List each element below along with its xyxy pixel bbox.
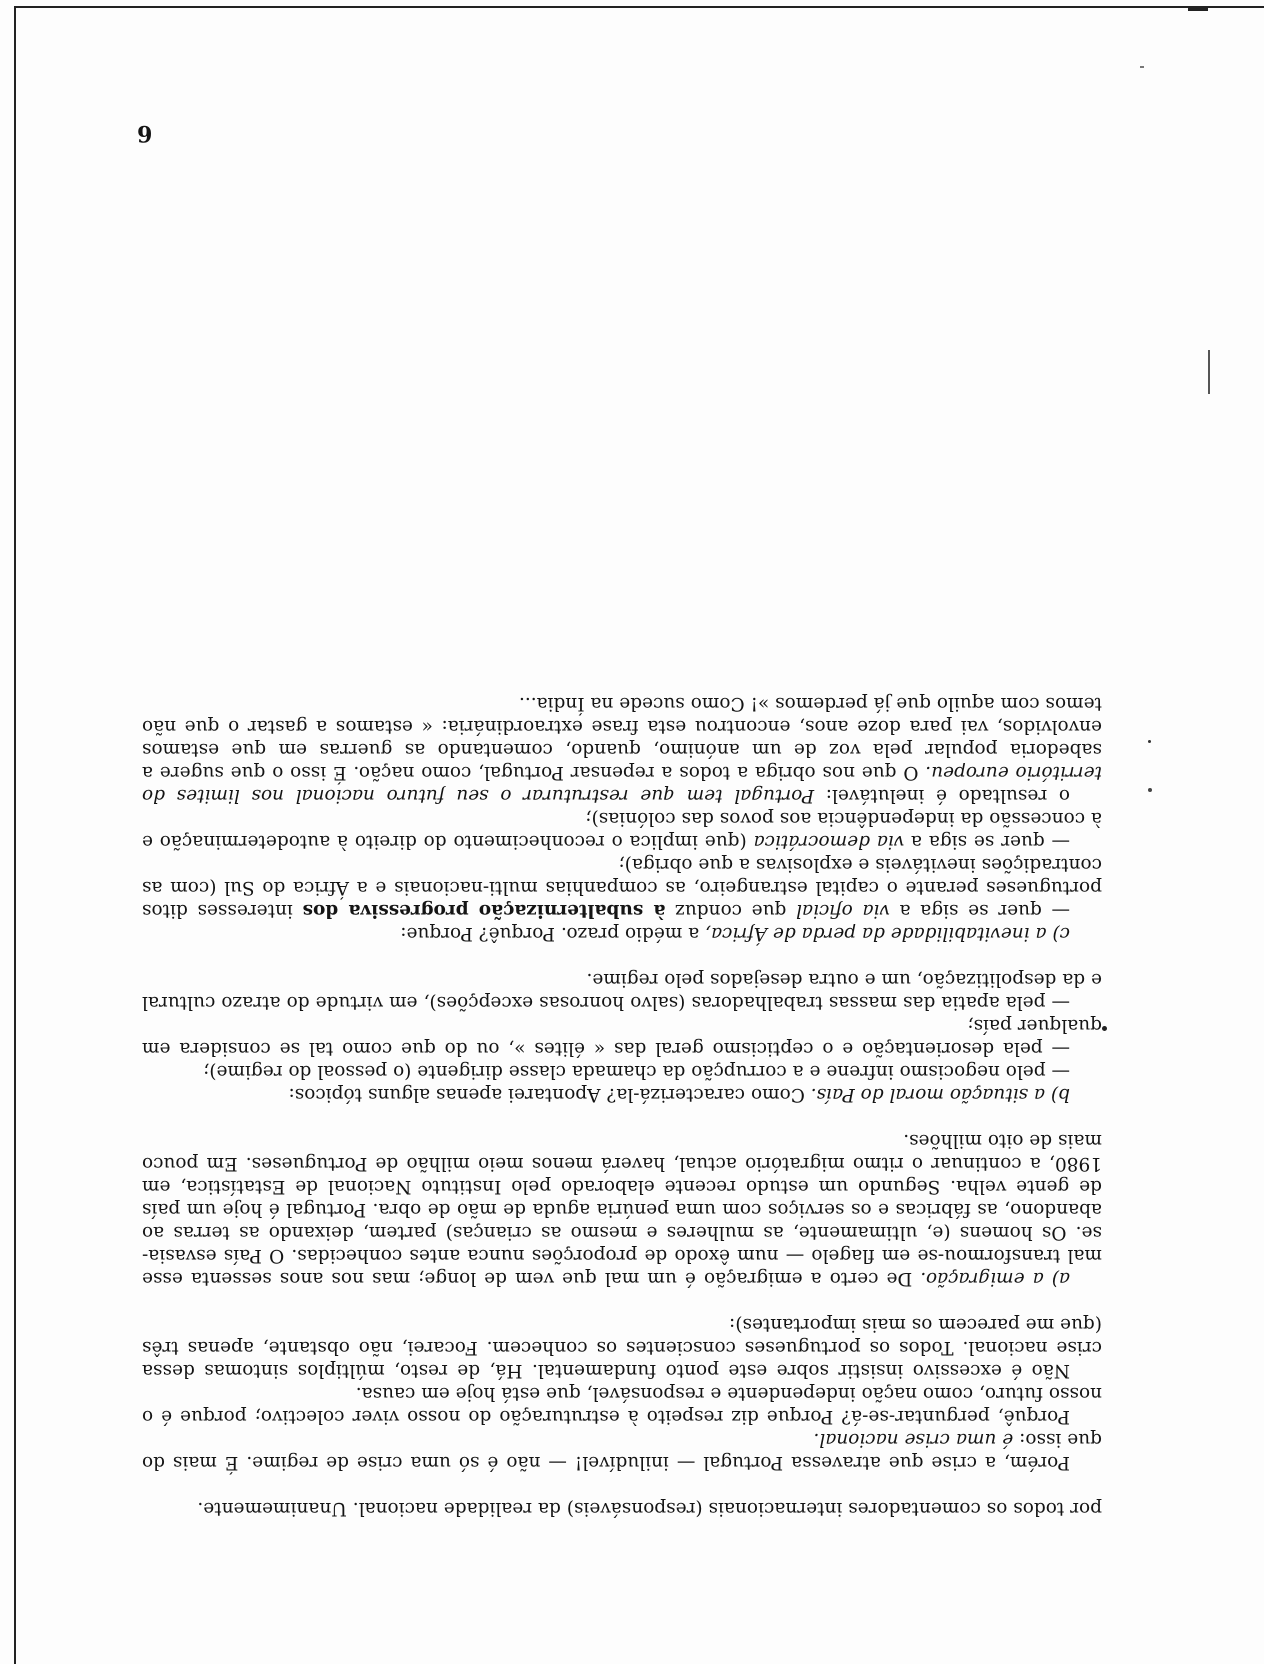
paragraph-africa bbox=[142, 922, 1102, 945]
bullet-negocismo: — pelo negocismo infrene e a corrupção da chamada classe dirigente (o pessoal do regime); bbox=[203, 1061, 1070, 1082]
margin-mark bbox=[1208, 350, 1210, 394]
margin-speck bbox=[1140, 66, 1144, 68]
paragraph-crisis bbox=[142, 1428, 1102, 1474]
margin-dot bbox=[1102, 1026, 1107, 1031]
scan-edge-top bbox=[14, 6, 1264, 8]
paragraph-emigration bbox=[142, 1129, 1102, 1290]
via-democratica-italic: via democrática bbox=[753, 831, 905, 852]
emigration-text: De certo a emigração é um mal que vem de longe; mas nos anos sessenta esse mal transformou-se em flagelo — num êxodo de proporções nunca antes conhecidas. O País esvasia-se. Os homens (e, ultimamente, as mulheres e mesmo as crianças) partem, deixando as terras ao abandono, as fábricas e os serviços com uma penúria aguda de mão de obra. Portugal é hoje um país de gente velha. Segundo um estudo recente elaborado pelo Instituto Nacional de Estatística, em 1980, a continuar o ritmo migratório actual, haverá menos meio milhão de Portugueses. Em pouco mais de oito milhões. bbox=[141, 1130, 1102, 1289]
bullet-via-oficial bbox=[142, 853, 1102, 922]
via-oficial-bold: à subalternização progressiva dos bbox=[302, 900, 666, 921]
crisis-text: Porém, a crise que atravessa Portugal — iniludível! — não é só uma crise de regime. É mais do que isso: bbox=[142, 1429, 1102, 1473]
result-italic: Portugal tem que restruturar o seu futuro nacional nos limites do território europeu. bbox=[142, 762, 1102, 806]
africa-text: a médio prazo. Porquê? Porque: bbox=[400, 923, 706, 944]
bullet-via-democratica bbox=[142, 807, 1102, 853]
paragraph-intro: por todos os comentadores internacionais (responsáveis) da realidade nacional. Unanimemente. bbox=[197, 1498, 1102, 1519]
via-democratica-intro: — quer se siga a bbox=[904, 831, 1070, 852]
crisis-italic: é uma crise nacional. bbox=[813, 1429, 1014, 1450]
paragraph-insist: Não é excessivo insistir sobre este ponto fundamental. Há, de resto, múltiplos sintomas dessa crise nacional. Todos os portugueses conscientes os conhecem. Focarei, não obstante, apenas três (que me parecem os mais importantes): bbox=[142, 1314, 1102, 1381]
bullet-desorientacao: — pela desorientação e o cepticismo geral das « élites », ou do que como tal se considera em qualquer país; bbox=[142, 1015, 1102, 1059]
bullet-apatia: — pela apatia das massas trabalhadoras (salvo honrosas excepções), em virtude do atrazo cultural e da despolitização, um e outra desejados pelo regime. bbox=[142, 969, 1102, 1013]
africa-label: c) a inevitabilidade da perda de África, bbox=[705, 923, 1070, 944]
paragraph-result bbox=[142, 692, 1102, 807]
page-number: 6 bbox=[137, 120, 153, 146]
via-oficial-rest: interesses ditos portugueses perante o capital estrangeiro, as companhias multi-nacionais e a África do Sul (com as contradições inevitáveis e explosivas a que obriga); bbox=[142, 854, 1102, 921]
paragraph-why: Porquê, perguntar-se-á? Porque diz respeito à estruturação do nosso viver colectivo; porque é o nosso futuro, como nação independente e responsável, que está hoje em causa. bbox=[142, 1383, 1102, 1427]
via-democratica-rest: (que implica o reconhecimento do direito à autodeterminação e à concessão da independência aos povos das colónias); bbox=[142, 808, 1102, 852]
via-oficial-mid: que conduz bbox=[665, 900, 797, 921]
rotated-text-page bbox=[137, 110, 1102, 1520]
scan-edge-left bbox=[14, 6, 16, 1664]
result-intro: o resultado é inelutável: bbox=[814, 785, 1070, 806]
moral-label: b) a situação moral do País. bbox=[810, 1084, 1070, 1105]
paragraph-moral bbox=[142, 1083, 1102, 1106]
emigration-label: a) a emigração. bbox=[920, 1268, 1070, 1289]
margin-dot bbox=[1148, 788, 1152, 792]
moral-text: Como caracterizá-la? Apontarei apenas alguns tópicos: bbox=[288, 1084, 811, 1105]
scan-edge-notch bbox=[1188, 6, 1208, 11]
via-oficial-intro: — quer se siga a bbox=[889, 900, 1070, 921]
via-oficial-italic: via oficial bbox=[796, 900, 890, 921]
margin-speck bbox=[1148, 740, 1151, 743]
result-rest: O que nos obriga a todos a repensar Portugal, como nação. É isso o que sugere a sabedoria popular pela voz de um anónimo, quando, comentando as guerras em que estamos envolvidos, vai para doze anos, encontrou esta frase extraordinária: « estamos a gastar o que não temos com aquilo que já perdemos »! Como sucede na Índia... bbox=[142, 693, 1102, 783]
